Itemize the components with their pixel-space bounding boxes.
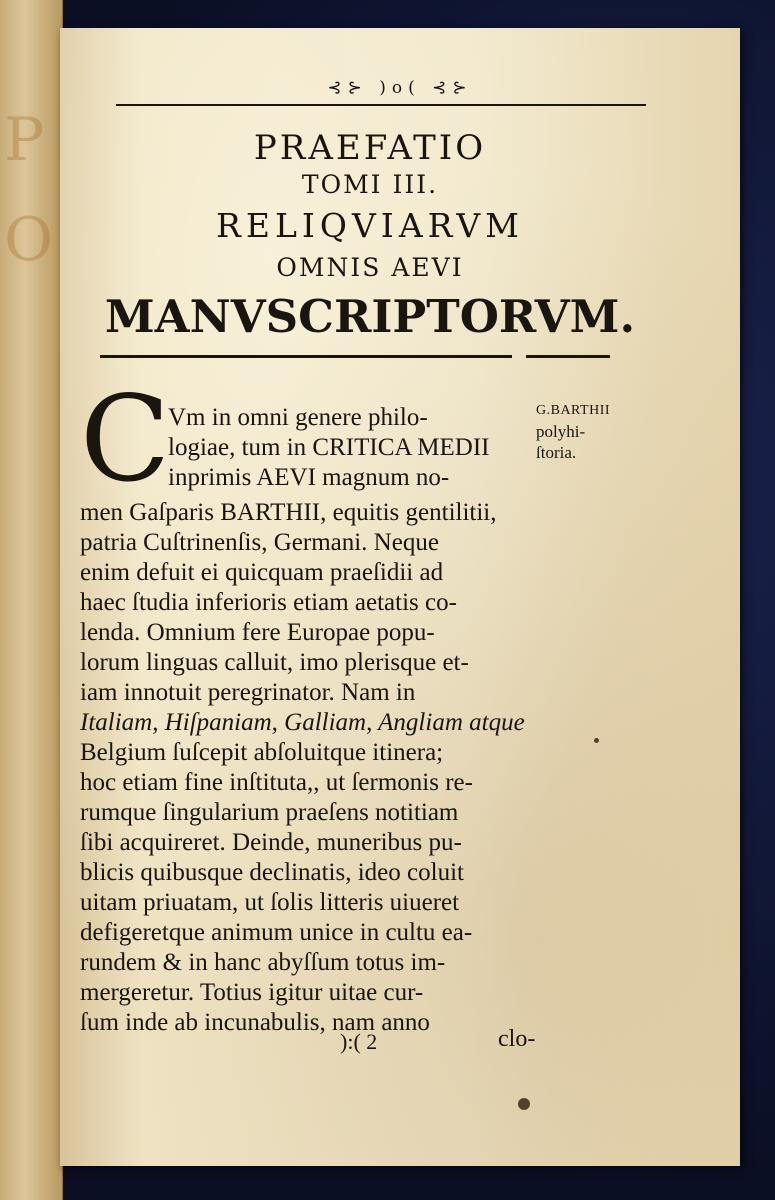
ink-stain — [518, 1098, 530, 1110]
body-line: rumque ſingularium praeſens notitiam — [80, 799, 459, 826]
ink-stain — [594, 738, 599, 743]
signature-mark: ):( 2 — [340, 1029, 378, 1054]
bleed-through-text: P O — [4, 105, 54, 275]
body-line: mergeretur. Totius igitur uitae cur- — [80, 979, 424, 1006]
body-line: uitam priuatam, ut ſolis litteris uiueret — [80, 889, 460, 916]
body-line: defigeretque animum unice in cultu ea- — [80, 919, 473, 946]
facing-page-edge — [0, 0, 63, 1200]
title-line-manuscriptorum: MANVSCRIPTORVM. — [104, 290, 636, 343]
drop-capital: C — [80, 370, 171, 508]
body-line: ſibi acquireret. Deinde, muneribus pu- — [80, 829, 462, 856]
body-line: haec ſtudia inferioris etiam aetatis co- — [80, 589, 457, 616]
title-rule-right — [526, 355, 610, 358]
header-rule — [116, 104, 646, 106]
body-line: patria Cuſtrinenſis, Germani. Neque — [80, 529, 439, 556]
body-line: enim defuit ei quicquam praeſidii ad — [80, 559, 444, 586]
body-line: blicis quibusque declinatis, ideo coluit — [80, 859, 464, 886]
catchword: clo- — [498, 1026, 536, 1052]
body-line: ſum inde ab incunabulis, nam anno — [80, 1009, 430, 1036]
body-line: hoc etiam fine inſtituta,, ut ſermonis re- — [80, 769, 473, 796]
book-page — [60, 28, 740, 1166]
title-line-praefatio: PRAEFATIO — [253, 128, 487, 168]
body-line: rundem & in hanc abyſſum totus im- — [80, 949, 446, 976]
marginal-note-line: ſtoria. — [536, 443, 577, 462]
title-rule-left — [100, 355, 512, 358]
body-line: men Gaſparis BARTHII, equitis gentilitii, — [80, 499, 497, 526]
body-line: logiae, tum in CRITICA MEDII — [168, 434, 490, 461]
title-line-reliquiarum: RELIQVIARVM — [216, 206, 524, 245]
marginal-note-line: G.BARTHII — [536, 403, 611, 418]
body-line: lenda. Omnium fere Europae popu- — [80, 619, 435, 646]
body-line: iam innotuit peregrinator. Nam in — [80, 679, 416, 706]
body-line: Italiam, Hiſpaniam, Galliam, Angliam atque — [80, 709, 525, 736]
marginal-note — [536, 400, 610, 463]
marginal-note-line: polyhi- — [536, 422, 586, 441]
body-line: lorum linguas calluit, imo plerisque et- — [80, 649, 469, 676]
body-line: Belgium ſuſcepit abſoluitque itinera; — [80, 739, 444, 766]
header-ornament: ⊰⊱ )o( ⊰⊱ — [327, 78, 473, 98]
title-line-tomi: TOMI III. — [301, 170, 439, 199]
body-line: Vm in omni genere philo- — [168, 404, 428, 431]
title-line-omnis-aevi: OMNIS AEVI — [276, 253, 464, 282]
body-line: inprimis AEVI magnum no- — [168, 464, 450, 491]
